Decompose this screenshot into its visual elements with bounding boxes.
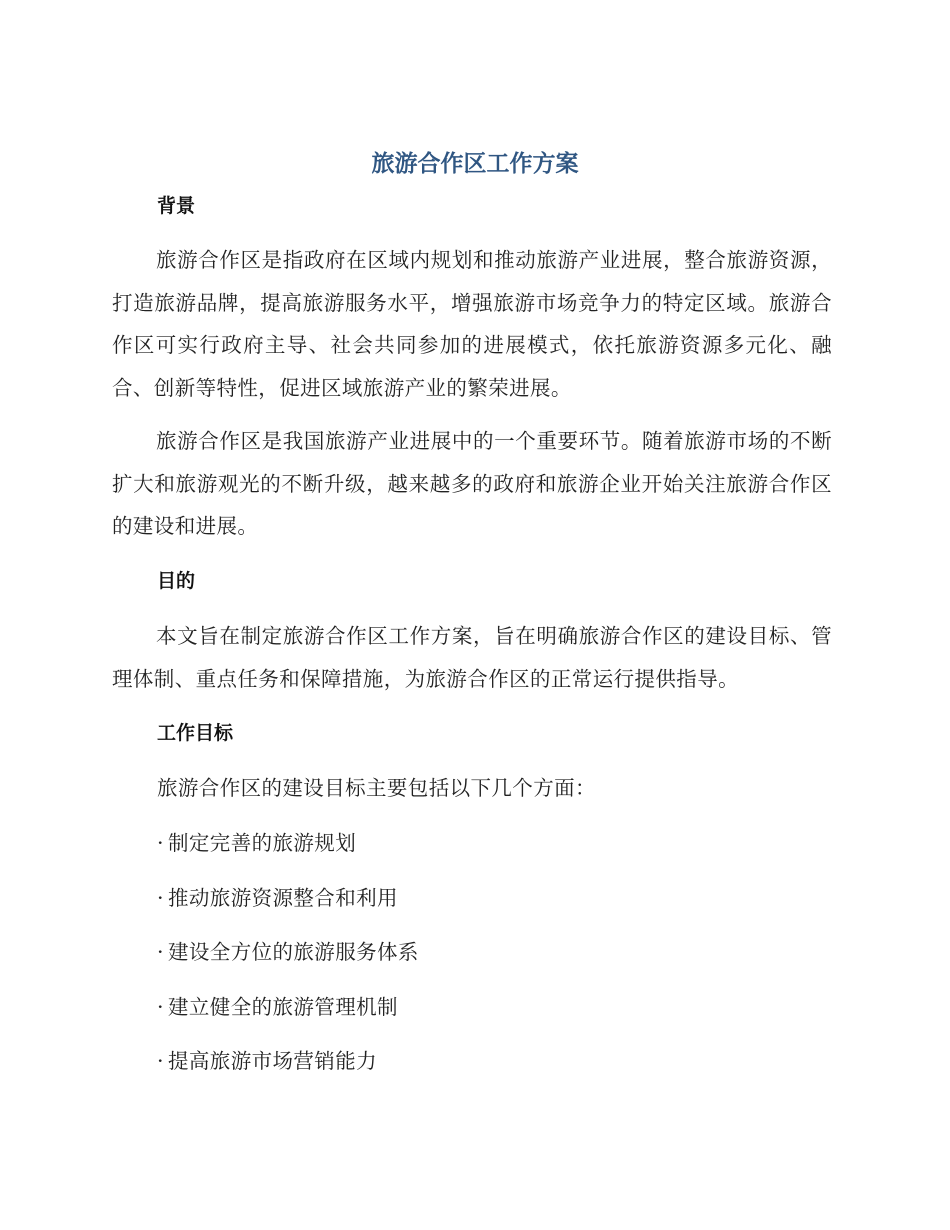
list-item <box>157 1046 377 1076</box>
list-item <box>157 937 419 967</box>
list-item <box>157 883 398 913</box>
section-heading-background: 背景 <box>157 195 196 217</box>
list-item-text: 推动旅游资源整合和利用 <box>168 886 398 910</box>
purpose-paragraph: 本文旨在制定旅游合作区工作方案，旨在明确旅游合作区的建设目标、管理体制、重点任务和保障措施，为旅游合作区的正常运行提供指导。 <box>112 624 832 691</box>
list-item-text: 制定完善的旅游规划 <box>168 831 357 855</box>
background-paragraph-2: 旅游合作区是我国旅游产业进展中的一个重要环节。随着旅游市场的不断扩大和旅游观光的不断升级，越来越多的政府和旅游企业开始关注旅游合作区的建设和进展。 <box>112 429 832 538</box>
section-heading-purpose: 目的 <box>157 570 196 592</box>
list-item-text: 提高旅游市场营销能力 <box>168 1049 377 1073</box>
list-item-text: 建设全方位的旅游服务体系 <box>168 940 419 964</box>
document-title: 旅游合作区工作方案 <box>371 151 579 177</box>
goals-intro: 旅游合作区的建设目标主要包括以下几个方面： <box>157 776 596 800</box>
bullet-mark: · <box>157 886 164 910</box>
bullet-mark: · <box>157 1049 164 1073</box>
bullet-mark: · <box>157 831 164 855</box>
list-item-text: 建立健全的旅游管理机制 <box>168 995 398 1019</box>
list-item <box>157 992 398 1022</box>
list-item <box>157 828 356 858</box>
bullet-mark: · <box>157 940 164 964</box>
bullet-mark: · <box>157 995 164 1019</box>
section-heading-goals: 工作目标 <box>157 722 234 744</box>
background-paragraph-1: 旅游合作区是指政府在区域内规划和推动旅游产业进展，整合旅游资源，打造旅游品牌，提高旅游服务水平，增强旅游市场竞争力的特定区域。旅游合作区可实行政府主导、社会共同参加的进展模式，依托旅游资源多元化、融合、创新等特性，促进区域旅游产业的繁荣进展。 <box>112 248 832 400</box>
